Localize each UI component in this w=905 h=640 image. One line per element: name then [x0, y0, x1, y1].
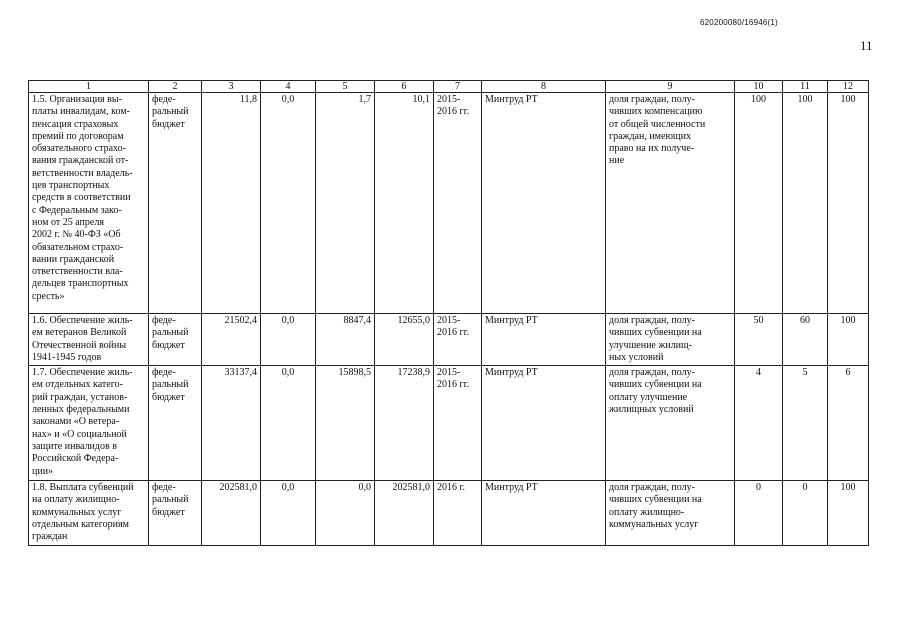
period-cell: 2015- 2016 гг.: [434, 314, 482, 366]
column-5-cell: 15898,5: [316, 366, 375, 481]
column-12-cell: 100: [828, 314, 869, 366]
period-cell: 2015- 2016 гг.: [434, 93, 482, 314]
table-row: [29, 481, 869, 545]
column-10-cell: 50: [735, 314, 783, 366]
column-6-cell: 10,1: [375, 93, 434, 314]
measure-name-cell: 1.5. Организация вы- платы инвалидам, ком- пенсация страховых премий по договорам обязательного страхо- вания гражданской от- ветственности владель- цев транспортных средств в соответствии с Федеральным зако- ном от 25 апреля 2002 г. № 40-ФЗ «Об обязательном страхо- вании гражданской ответственности вла- дельцев транспортных сресть»: [29, 93, 149, 314]
column-header: 6: [375, 81, 434, 93]
column-header: 12: [828, 81, 869, 93]
total-amount-cell: 202581,0: [202, 481, 261, 545]
responsible-cell: Минтруд РТ: [482, 481, 606, 545]
indicator-cell: доля граждан, полу- чивших субвенции на улучшение жилищ- ных условий: [606, 314, 735, 366]
column-header: 3: [202, 81, 261, 93]
column-10-cell: 100: [735, 93, 783, 314]
responsible-cell: Минтруд РТ: [482, 93, 606, 314]
indicator-cell: доля граждан, полу- чивших субвенции на оплату улучшение жилищных условий: [606, 366, 735, 481]
column-4-cell: 0,0: [261, 93, 316, 314]
period-cell: 2015- 2016 гг.: [434, 366, 482, 481]
column-11-cell: 0: [783, 481, 828, 545]
table-row: [29, 366, 869, 481]
funding-source-cell: феде- ральный бюджет: [149, 314, 202, 366]
column-5-cell: 8847,4: [316, 314, 375, 366]
column-4-cell: 0,0: [261, 366, 316, 481]
column-11-cell: 5: [783, 366, 828, 481]
column-header: 10: [735, 81, 783, 93]
responsible-cell: Минтруд РТ: [482, 314, 606, 366]
document-id: 620200080/16946(1): [700, 18, 778, 27]
column-header: 1: [29, 81, 149, 93]
total-amount-cell: 33137,4: [202, 366, 261, 481]
funding-source-cell: феде- ральный бюджет: [149, 366, 202, 481]
column-10-cell: 4: [735, 366, 783, 481]
column-11-cell: 100: [783, 93, 828, 314]
measure-name-cell: 1.7. Обеспечение жиль- ем отдельных катего- рий граждан, установ- ленных федеральными законами «О ветера- нах» и «О социальной защите инвалидов в Российской Федера- ции»: [29, 366, 149, 481]
column-6-cell: 17238,9: [375, 366, 434, 481]
column-4-cell: 0,0: [261, 314, 316, 366]
measure-name-cell: 1.6. Обеспечение жиль- ем ветеранов Великой Отечественной войны 1941-1945 годов: [29, 314, 149, 366]
total-amount-cell: 21502,4: [202, 314, 261, 366]
column-header: 8: [482, 81, 606, 93]
column-4-cell: 0,0: [261, 481, 316, 545]
table-body: [29, 81, 869, 546]
page-number: 11: [860, 38, 873, 53]
program-table: [28, 80, 869, 546]
column-5-cell: 0,0: [316, 481, 375, 545]
column-12-cell: 100: [828, 93, 869, 314]
column-12-cell: 100: [828, 481, 869, 545]
column-12-cell: 6: [828, 366, 869, 481]
column-header: 7: [434, 81, 482, 93]
responsible-cell: Минтруд РТ: [482, 366, 606, 481]
total-amount-cell: 11,8: [202, 93, 261, 314]
column-6-cell: 202581,0: [375, 481, 434, 545]
table-row: [29, 93, 869, 314]
column-number-row: [29, 81, 869, 93]
funding-source-cell: феде- ральный бюджет: [149, 93, 202, 314]
column-6-cell: 12655,0: [375, 314, 434, 366]
column-10-cell: 0: [735, 481, 783, 545]
measure-name-cell: 1.8. Выплата субвенций на оплату жилищно- коммунальных услуг отдельным категориям граждан: [29, 481, 149, 545]
column-header: 4: [261, 81, 316, 93]
column-header: 5: [316, 81, 375, 93]
indicator-cell: доля граждан, полу- чивших компенсацию от общей численности граждан, имеющих право на их получе- ние: [606, 93, 735, 314]
indicator-cell: доля граждан, полу- чивших субвенции на оплату жилищно- коммунальных услуг: [606, 481, 735, 545]
period-cell: 2016 г.: [434, 481, 482, 545]
column-header: 11: [783, 81, 828, 93]
column-11-cell: 60: [783, 314, 828, 366]
column-header: 9: [606, 81, 735, 93]
column-5-cell: 1,7: [316, 93, 375, 314]
column-header: 2: [149, 81, 202, 93]
table-row: [29, 314, 869, 366]
funding-source-cell: феде- ральный бюджет: [149, 481, 202, 545]
